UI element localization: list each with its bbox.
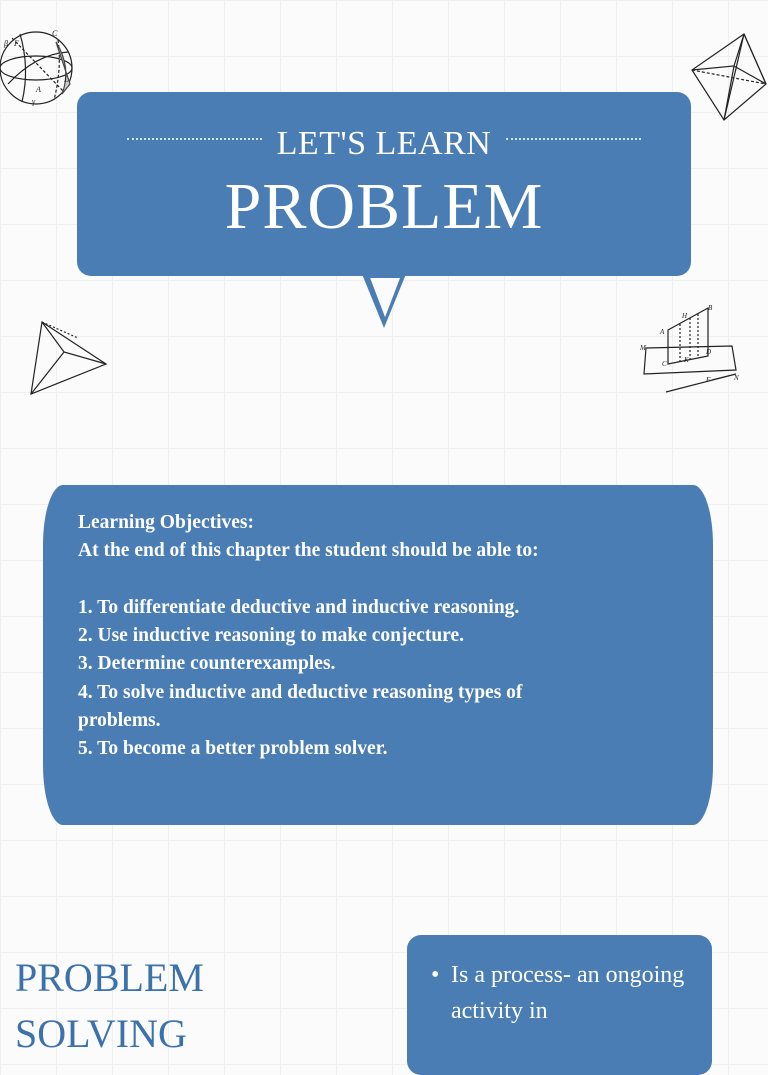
- tetrahedron-icon: [28, 318, 110, 398]
- title-subtitle: LET'S LEARN: [276, 125, 492, 162]
- sphere-label: A: [36, 85, 41, 94]
- objective-item: 4. To solve inductive and deductive reasoning types of: [78, 681, 523, 703]
- objectives-heading: Learning Objectives:: [78, 512, 255, 533]
- planes-label: A: [660, 328, 665, 336]
- sphere-diagram-icon: [0, 24, 82, 114]
- bullet-icon: •: [431, 962, 440, 988]
- objectives-text: [78, 509, 678, 764]
- planes-label: K: [684, 356, 689, 364]
- planes-label: F: [706, 376, 711, 384]
- objective-item: 2. Use inductive reasoning to make conjecture.: [78, 625, 464, 647]
- planes-label: D: [706, 348, 712, 356]
- learning-objectives-panel: [43, 485, 713, 825]
- objective-item: 3. Determine counterexamples.: [78, 653, 336, 675]
- sphere-label: C: [52, 29, 58, 38]
- heading-line: PROBLEM: [15, 955, 204, 1000]
- definition-text: Is a process- an ongoing activity in: [451, 962, 685, 1024]
- planes-label: C: [662, 360, 667, 368]
- heading-line: SOLVING: [15, 1011, 187, 1056]
- page-title: PROBLEM: [224, 170, 544, 243]
- title-card: [77, 92, 691, 276]
- problem-solving-heading: [15, 950, 335, 1062]
- sphere-label: L: [64, 75, 69, 84]
- planes-diagram-icon: [640, 302, 744, 398]
- planes-label: N: [734, 374, 739, 382]
- definition-card: [407, 935, 712, 1075]
- objective-item: 1. To differentiate deductive and inductive reasoning.: [78, 596, 520, 618]
- planes-label: M: [640, 344, 646, 352]
- sphere-label: F: [14, 39, 19, 48]
- sphere-label: γ: [32, 97, 36, 106]
- octahedron-icon: [686, 30, 768, 126]
- objective-item-continued: problems.: [78, 710, 161, 732]
- sphere-label: β: [4, 39, 8, 48]
- speech-pointer-icon: [362, 274, 406, 330]
- list-item: [431, 957, 721, 1029]
- objectives-intro: At the end of this chapter the student should be able to:: [78, 540, 539, 562]
- planes-label: B: [708, 304, 713, 312]
- objectives-spacer: [78, 566, 678, 594]
- planes-label: H: [682, 312, 688, 320]
- objective-item: 5. To become a better problem solver.: [78, 738, 388, 760]
